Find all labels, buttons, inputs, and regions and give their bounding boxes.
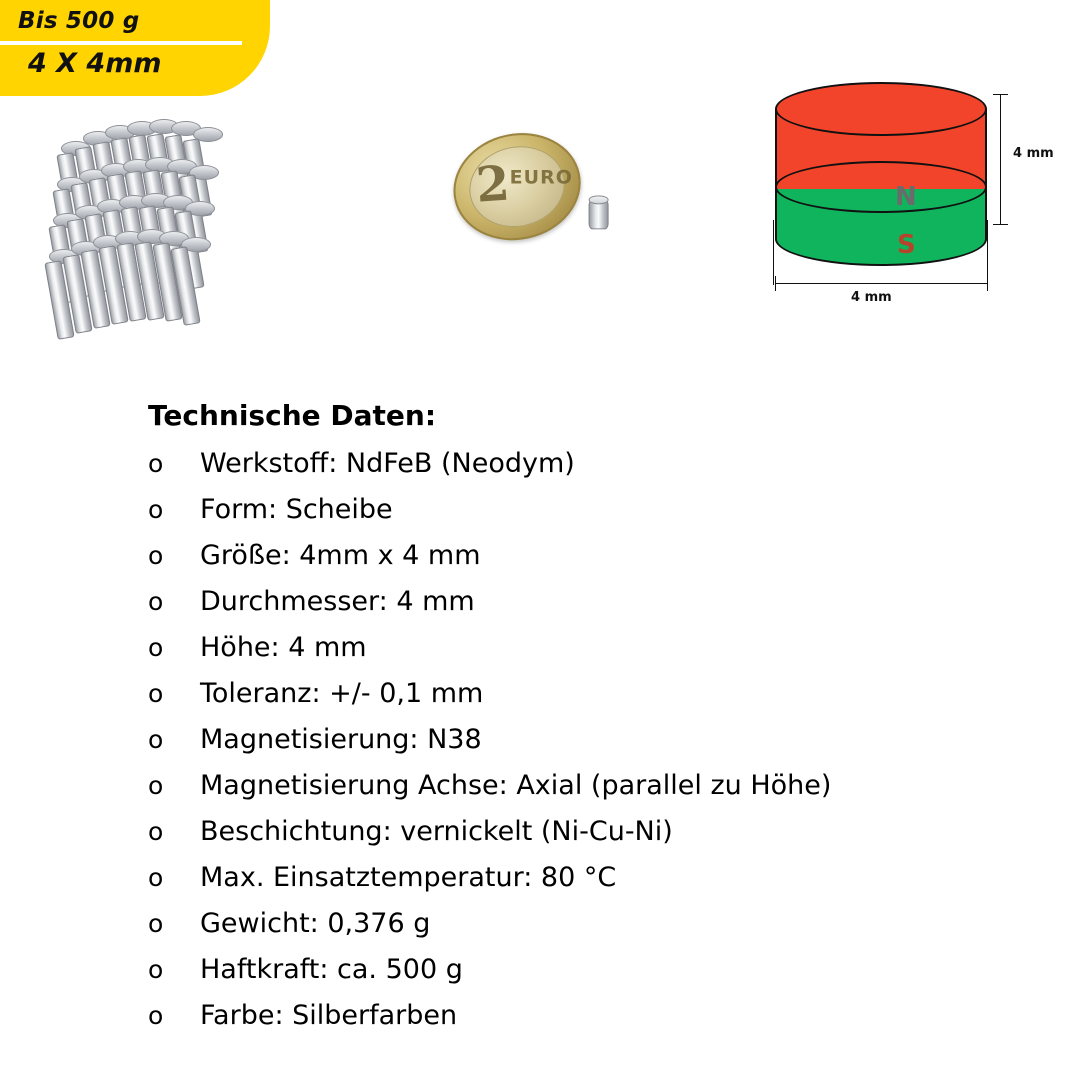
diameter-dimension-label: 4 mm [851,290,892,305]
diameter-dimension-line [775,283,987,284]
spec-max-temperature: Max. Einsatztemperatur: 80 °C [200,862,617,893]
list-item [148,855,1028,901]
list-bullet: o [148,909,164,938]
list-item [148,487,1028,533]
list-item [148,993,1028,1039]
spec-coating: Beschichtung: vernickelt (Ni-Cu-Ni) [200,816,673,847]
height-dimension-label: 4 mm [1013,146,1054,161]
list-item [148,717,1028,763]
list-item [148,533,1028,579]
spec-diameter: Durchmesser: 4 mm [200,586,475,617]
technical-data-section [148,398,1028,1039]
single-magnet-next-to-coin [589,199,609,229]
height-dimension-cap-bottom [993,224,1008,225]
magnet-dimension-diagram [745,60,1054,330]
technical-data-list [148,441,1028,1039]
spec-height: Höhe: 4 mm [200,632,367,663]
south-pole-label: S [897,230,916,260]
list-item [148,947,1028,993]
list-item [148,625,1028,671]
badge-divider [0,41,242,45]
badge-force-label: Bis 500 g [18,8,140,34]
coin-value-label: 2 [474,155,512,214]
north-pole-label: N [895,182,917,212]
list-item [148,901,1028,947]
diameter-dimension-cap-right [987,276,988,291]
spec-weight: Gewicht: 0,376 g [200,908,431,939]
cylinder-shape [775,82,987,260]
promo-badge [0,0,270,96]
badge-size-label: 4 X 4mm [28,48,162,79]
coin-comparison-image [443,111,646,276]
list-item [148,763,1028,809]
spec-holding-force: Haftkraft: ca. 500 g [200,954,463,985]
list-item [148,809,1028,855]
list-bullet: o [148,817,164,846]
list-bullet: o [148,587,164,616]
cylinder-pole-divider [775,161,987,213]
list-item [148,579,1028,625]
list-item [148,671,1028,717]
diameter-extension-line-left [773,220,774,285]
spec-tolerance: Toleranz: +/- 0,1 mm [200,678,484,709]
cylinder-top-ellipse [775,82,987,136]
list-bullet: o [148,541,164,570]
spec-magnetization: Magnetisierung: N38 [200,724,482,755]
list-bullet: o [148,725,164,754]
magnet-stack-image [55,125,295,310]
height-dimension-line [1000,94,1001,224]
technical-data-title: Technische Daten: [148,399,437,432]
list-bullet: o [148,1001,164,1030]
list-bullet: o [148,771,164,800]
list-bullet: o [148,495,164,524]
list-bullet: o [148,449,164,478]
spec-material: Werkstoff: NdFeB (Neodym) [200,448,575,479]
diameter-dimension-cap-left [775,276,776,291]
spec-magnetization-axis: Magnetisierung Achse: Axial (parallel zu Höhe) [200,770,832,801]
list-bullet: o [148,633,164,662]
list-bullet: o [148,863,164,892]
list-bullet: o [148,955,164,984]
spec-size: Größe: 4mm x 4 mm [200,540,481,571]
coin-currency-label: EURO [509,166,573,189]
spec-shape: Form: Scheibe [200,494,393,525]
spec-color: Farbe: Silberfarben [200,1000,458,1031]
list-item [148,441,1028,487]
height-dimension-cap-top [993,94,1008,95]
list-bullet: o [148,679,164,708]
